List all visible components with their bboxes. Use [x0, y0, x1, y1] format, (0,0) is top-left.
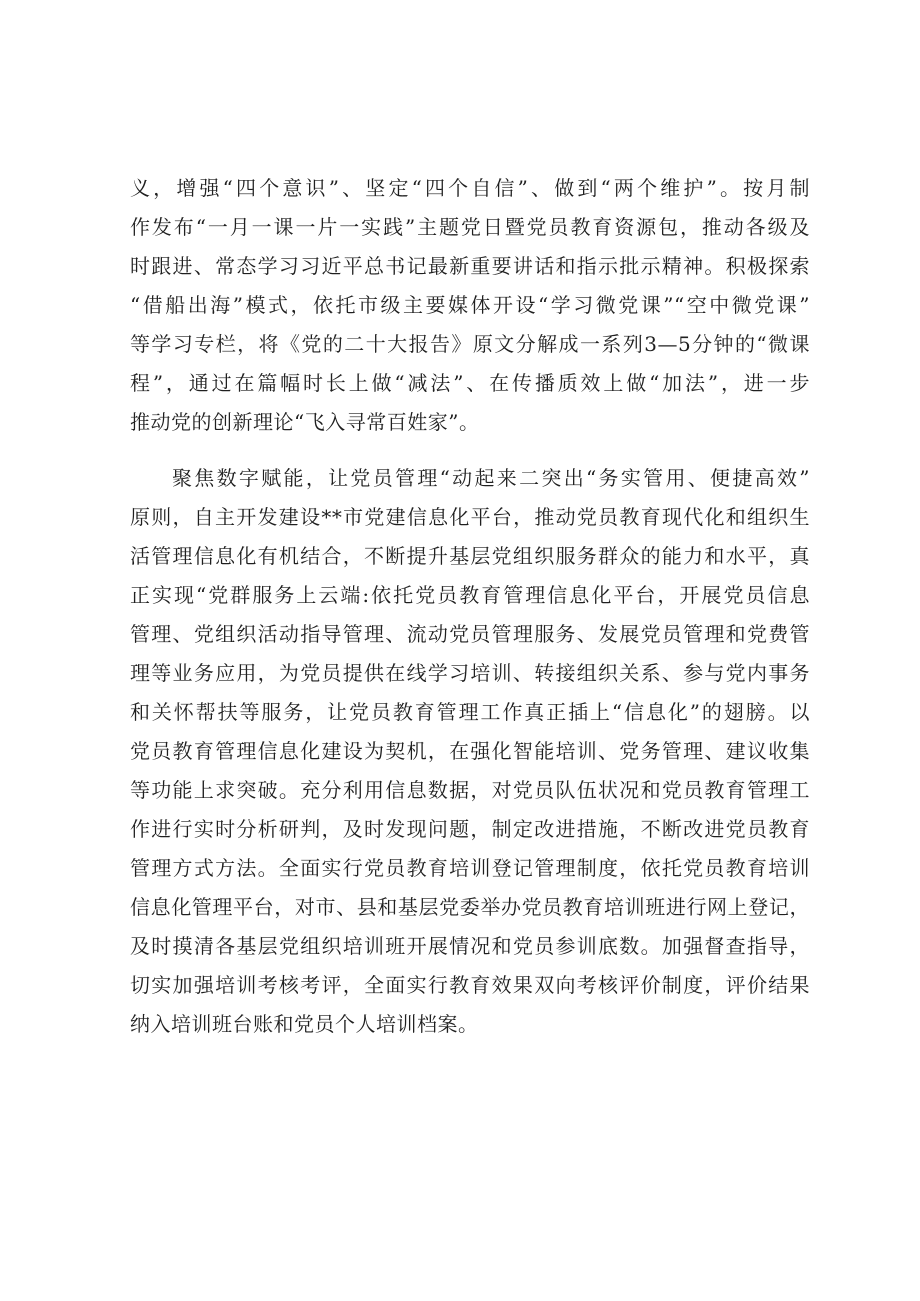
paragraph-line: 推动党的创新理论“飞入寻常百姓家”。: [130, 410, 480, 434]
paragraph-line: 党员教育管理信息化建设为契机，在强化智能培训、党务管理、建议收集: [130, 739, 810, 763]
paragraph-line: “借船出海”模式，依托市级主要媒体开设“学习微党课”“空中微党课”: [130, 293, 810, 317]
paragraph-line: 及时摸清各基层党组织培训班开展情况和党员参训底数。加强督查指导，: [130, 934, 810, 958]
paragraph-line: 等学习专栏，将《党的二十大报告》原文分解成一系列3—5分钟的“微课: [130, 332, 810, 356]
paragraph-line: 和关怀帮扶等服务，让党员教育管理工作真正插上“信息化”的翅膀。以: [130, 700, 810, 724]
paragraph-line: 管理、党组织活动指导管理、流动党员管理服务、发展党员管理和党费管: [130, 622, 810, 646]
paragraph-line: 聚焦数字赋能，让党员管理“动起来二突出“务实管用、便捷高效”: [172, 466, 810, 490]
paragraph-line: 活管理信息化有机结合，不断提升基层党组织服务群众的能力和水平，真: [130, 544, 810, 568]
paragraph-line: 作进行实时分析研判，及时发现问题，制定改进措施，不断改进党员教育: [130, 817, 810, 841]
paragraph-line: 程”，通过在篇幅时长上做“减法”、在传播质效上做“加法”，进一步: [130, 371, 810, 395]
paragraph-line: 切实加强培训考核考评，全面实行教育效果双向考核评价制度，评价结果: [130, 973, 810, 997]
paragraph-line: 理等业务应用，为党员提供在线学习培训、转接组织关系、参与党内事务: [130, 661, 810, 685]
paragraph-party-education: [130, 169, 810, 442]
paragraph-line: 管理方式方法。全面实行党员教育培训登记管理制度，依托党员教育培训: [130, 856, 810, 880]
paragraph-line: 等功能上求突破。充分利用信息数据，对党员队伍状况和党员教育管理工: [130, 778, 810, 802]
paragraph-digital-empowerment: [130, 459, 810, 1044]
paragraph-line: 正实现“党群服务上云端:依托党员教育管理信息化平台，开展党员信息: [130, 583, 810, 607]
paragraph-line: 纳入培训班台账和党员个人培训档案。: [130, 1012, 479, 1036]
paragraph-line: 原则，自主开发建设**市党建信息化平台，推动党员教育现代化和组织生: [130, 505, 810, 529]
paragraph-line: 信息化管理平台，对市、县和基层党委举办党员教育培训班进行网上登记，: [130, 895, 810, 919]
paragraph-line: 时跟进、常态学习习近平总书记最新重要讲话和指示批示精神。积极探索: [130, 254, 810, 278]
paragraph-line: 作发布“一月一课一片一实践”主题党日暨党员教育资源包，推动各级及: [130, 215, 810, 239]
paragraph-line: 义，增强“四个意识”、坚定“四个自信”、做到“两个维护”。按月制: [130, 176, 810, 200]
